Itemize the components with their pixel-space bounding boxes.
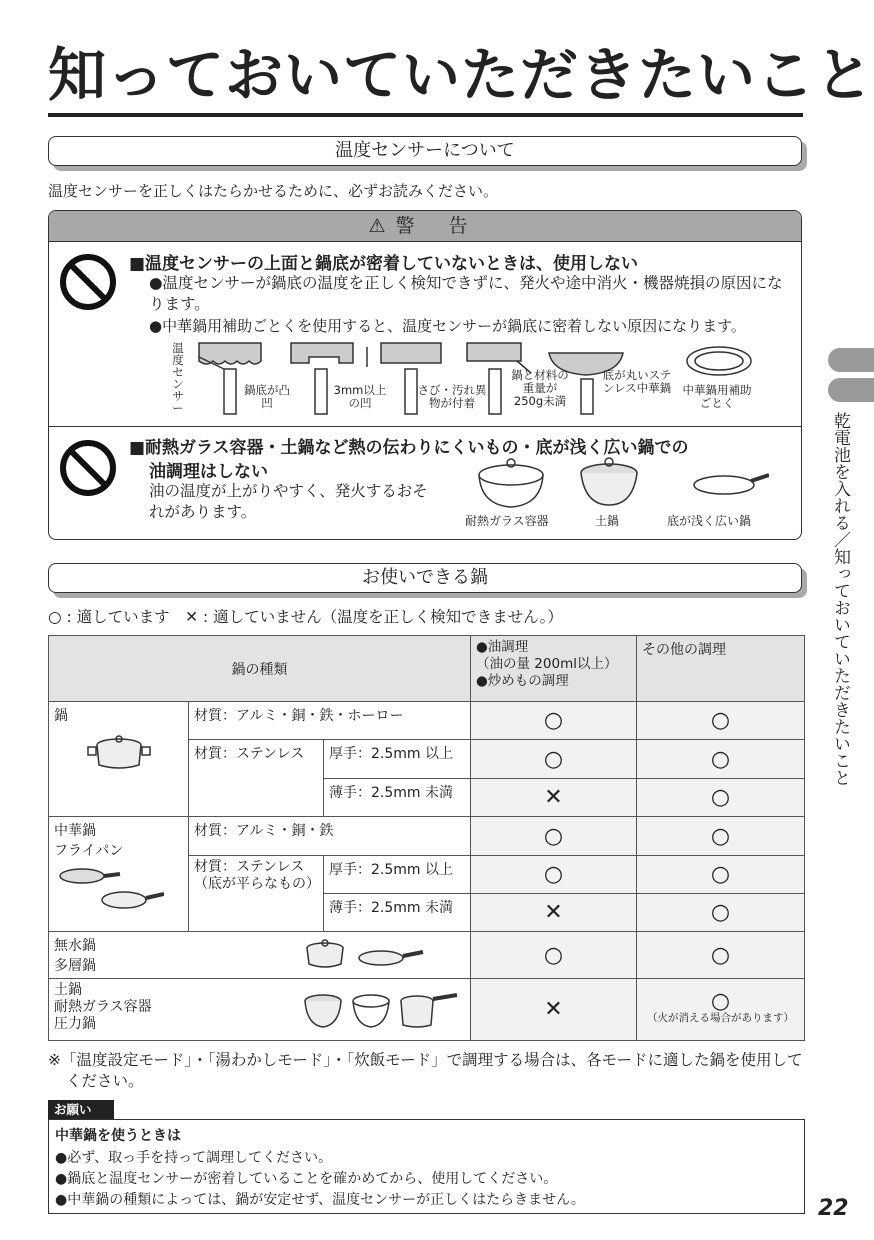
chuka-label-2: フライパン [54,843,124,859]
row-label-musui [49,932,471,979]
cookware-illustration [469,453,769,515]
label-glass-container: 耐熱ガラス容器 [465,514,549,528]
thick-label: 厚手：2.5mm 以上 [324,856,471,894]
header-oil-line3: ●炒めもの調理 [476,673,569,689]
warning-triangle-icon: ⚠ [368,215,386,237]
request-title: 中華鍋を使うときは [55,1128,181,1144]
donabe-label-3: 圧力鍋 [54,1016,96,1032]
side-tab-2 [828,378,874,402]
mark-legend: ○ : 適しています ✕ : 適していません（温度を正しく検知できません。） [48,608,563,626]
request-item: ●鍋底と温度センサーが密着していることを確かめてから、使用してください。 [55,1171,558,1187]
warning-separator [49,426,801,427]
page-title: 知っておいていただきたいこと [48,41,874,109]
request-box [48,1119,805,1214]
thick-label: 厚手：2.5mm 以上 [324,740,471,779]
mark-ok: ○ [637,856,805,894]
warning2-title-line1: ■耐熱ガラス容器・土鍋など熱の伝わりにくいもの・底が浅く広い鍋での [129,438,689,458]
title-rule [48,113,803,117]
chuka-material-2 [189,856,324,932]
donabe-label-1: 土鍋 [54,982,82,998]
donabe-glass-pressure-illustration [299,989,459,1033]
diagram-label-rust: さび・汚れ異物が付着 [417,383,487,410]
donabe-other-cell [637,979,805,1041]
chuka-label-1: 中華鍋 [54,823,96,839]
table-row [49,979,805,1041]
table-row [49,702,805,740]
mark-ok: ○ [637,779,805,817]
musui-label-2: 多層鍋 [54,958,96,974]
sensor-intro: 温度センサーを正しくはたらかせるために、必ずお読みください。 [48,182,499,200]
nabe-label: 鍋 [54,708,68,724]
mark-ok: ○ [637,740,805,779]
thin-label: 薄手：2.5mm 未満 [324,894,471,932]
mark-ok: ○ [471,932,637,979]
chuka-mat2-line1: 材質：ステンレス [194,859,305,875]
header-oil-line2: （油の量 200ml以上） [476,656,618,672]
mark-ok: ○ [471,740,637,779]
mark-ok: ○ [637,932,805,979]
prohibition-icon [59,439,117,497]
row-label-chuka [49,817,189,932]
warning1-title: ■温度センサーの上面と鍋底が密着していないときは、使用しない [129,254,639,274]
warning-header [49,211,801,242]
section-header-sensor: 温度センサーについて [48,136,802,166]
mark-ng: ✕ [471,979,637,1041]
chuka-mat2-line2: （底が平らなもの） [194,876,320,892]
mark-ok: ○ [471,702,637,740]
diagram-label-sensor: 温度センサー [172,341,184,415]
pan-table [48,635,805,1041]
mode-note: ※「温度設定モード」・「湯わかしモード」・「炊飯モード」で調理する場合は、各モードに適した鍋を使用してください。 [48,1051,803,1090]
nabe-material-1: 材質：アルミ・銅・鉄・ホーロー [189,702,471,740]
warning2-text: 油の温度が上がりやすく、発火するおそれがあります。 [149,482,428,521]
nabe-material-2: 材質：ステンレス [189,740,324,817]
diagram-label-recess: 3mm以上の凹 [333,383,387,410]
diagram-label-round: 底が丸いステンレス中華鍋 [602,368,672,395]
mark-ng: ✕ [471,894,637,932]
warning-box [48,210,802,540]
donabe-label-2: 耐熱ガラス容器 [54,999,152,1015]
musui-pan-illustration [299,938,429,972]
table-row [49,817,805,856]
diagram-label-weight: 鍋と材料の重量が250g未満 [511,368,569,408]
mark-ok: ○ [710,988,731,1014]
side-tab-1 [828,348,874,372]
mark-ok: ○ [637,817,805,856]
side-section-label: 乾電池を入れる／知っておいていただきたいこと [830,412,850,786]
request-item: ●必ず、取っ手を持って調理してください。 [55,1150,333,1166]
row-label-donabe [49,979,471,1041]
mark-ok: ○ [637,894,805,932]
page-number: 22 [818,1196,849,1221]
warning2-title-line2: 油調理はしない [149,462,268,482]
label-donabe: 土鍋 [595,514,620,528]
pot-illustration [84,733,154,773]
diagram-label-convex: 鍋底が凸凹 [244,383,290,410]
row-label-nabe [49,702,189,817]
request-tab: お願い [48,1100,114,1119]
fire-note: （火が消える場合があります） [647,1011,795,1024]
chuka-material-1: 材質：アルミ・銅・鉄 [189,817,471,856]
warning1-bullet1: ●温度センサーが鍋底の温度を正しく検知できずに、発火や途中消火・機器焼損の原因になります。 [149,274,783,313]
musui-label-1: 無水鍋 [54,938,96,954]
mark-ng: ✕ [471,779,637,817]
thin-label: 薄手：2.5mm 未満 [324,779,471,817]
prohibition-icon [59,253,117,311]
header-oil-cooking [471,636,637,702]
mark-ok: ○ [471,817,637,856]
warning1-bullet2: ●中華鍋用補助ごとくを使用すると、温度センサーが鍋底に密着しない原因になります。 [149,317,746,335]
section-header-pans: お使いできる鍋 [48,563,802,593]
mark-ok: ○ [471,856,637,894]
label-shallow-pan: 底が浅く広い鍋 [667,514,752,528]
mark-ok: ○ [637,702,805,740]
warning-title: 警 告 [395,215,482,237]
request-item: ●中華鍋の種類によっては、鍋が安定せず、温度センサーが正しくはたらきません。 [55,1192,585,1208]
wok-frypan-illustration [54,864,164,916]
header-oil-line1: ●油調理 [476,639,529,655]
header-pan-type: 鍋の種類 [49,636,471,702]
table-header-row [49,636,805,702]
diagram-label-trivet: 中華鍋用補助ごとく [682,383,752,410]
header-other-cooking: その他の調理 [637,636,805,702]
table-row [49,932,805,979]
